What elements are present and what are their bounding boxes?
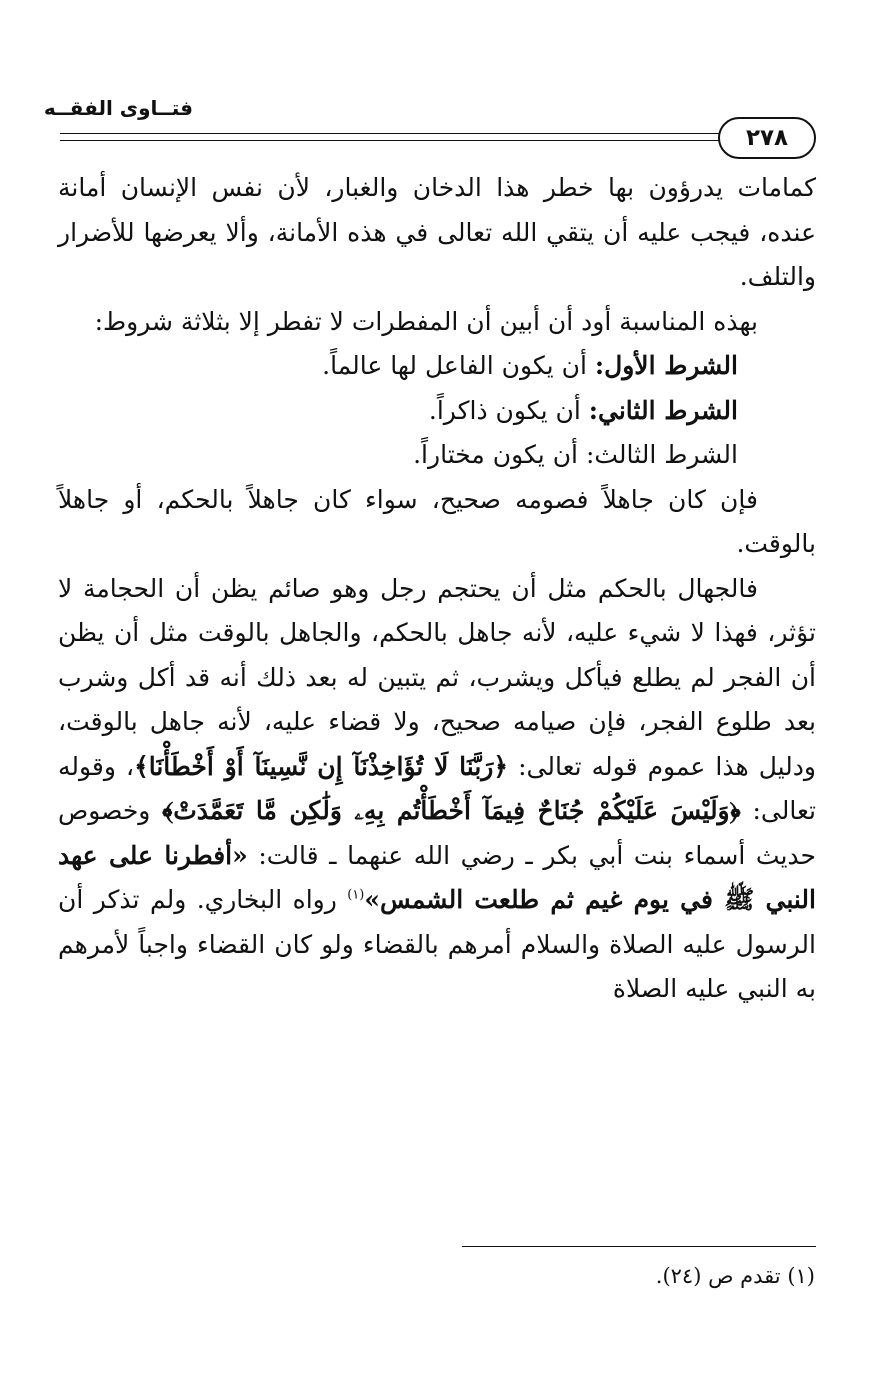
paragraph: فإن كان جاهلاً فصومه صحيح، سواء كان جاهلاً بالحكم، أو جاهلاً بالوقت. — [58, 484, 816, 558]
paragraph-text: رواه البخاري. ولم تذكر أن الرسول عليه الصلاة والسلام أمرهم بالقضاء ولو كان القضاء واجباً لأمرهم به النبي عليه الصلاة — [58, 885, 816, 1003]
header-rule — [60, 133, 720, 134]
paragraph-text: ، وقوله تعالى: — [58, 751, 816, 825]
condition-item — [58, 344, 816, 389]
paragraph-text: فالجهال بالحكم مثل أن يحتجم رجل وهو صائم يظن أن الحجامة لا تؤثر، فهذا لا شيء عليه، لأنه جاهل بالحكم، والجاهل بالوقت مثل أن يظن أن الفجر لم يطلع فيأكل ويشرب، ثم يتبين له بعد ذلك أنه قد أكل وشرب بعد طلوع الفجر، فإن صيامه صحيح، ولا قضاء عليه، لأنه جاهل بالوقت، ودليل هذا عموم قوله تعالى: — [58, 573, 816, 781]
paragraph: كمامات يدرؤون بها خطر هذا الدخان والغبار، لأن نفس الإنسان أمانة عنده، فيجب عليه أن يتقي الله تعالى في هذه الأمانة، وألا يعرضها للأضرار والتلف. — [58, 173, 816, 291]
condition-label: الشرط الأول: — [594, 351, 738, 380]
header-rule — [60, 140, 720, 141]
condition-item — [58, 433, 816, 478]
condition-label: الشرط الثاني: — [588, 395, 738, 425]
condition-text: أن يكون مختاراً. — [413, 440, 586, 469]
main-text — [58, 166, 816, 1012]
paragraph-text: وخصوص حديث أسماء بنت أبي بكر ـ رضي الله عنهما ـ قالت: — [58, 796, 817, 870]
running-title: فتــاوى الفقــه — [43, 96, 193, 120]
condition-text: أن يكون ذاكراً. — [428, 395, 589, 425]
quran-verse: ﴿رَبَّنَا لَا تُؤَاخِذْنَآ إِن نَّسِينَآ أَوْ أَخْطَأْنَا﴾ — [134, 751, 509, 781]
quran-verse: ﴿وَلَيْسَ عَلَيْكُمْ جُنَاحٌ فِيمَآ أَخْطَأْتُم بِهِۦ وَلَٰكِن مَّا تَعَمَّدَتْ﴾ — [162, 796, 741, 825]
condition-text: أن يكون الفاعل لها عالماً. — [322, 351, 595, 380]
paragraph: بهذه المناسبة أود أن أبين أن المفطرات لا تفطر إلا بثلاثة شروط: — [94, 306, 758, 336]
footnote-rule — [462, 1246, 816, 1247]
hadith-quote: «أفطرنا على عهد النبي ﷺ في يوم غيم ثم طلعت الشمس» — [58, 840, 816, 914]
condition-item — [58, 389, 816, 434]
footnote-marker: (١) — [347, 887, 365, 903]
paragraph — [58, 567, 816, 1012]
footnote: (١) تقدم ص (٢٤). — [655, 1264, 815, 1288]
condition-label: الشرط الثالث: — [585, 440, 738, 469]
page-number: ٢٧٨ — [718, 117, 816, 159]
